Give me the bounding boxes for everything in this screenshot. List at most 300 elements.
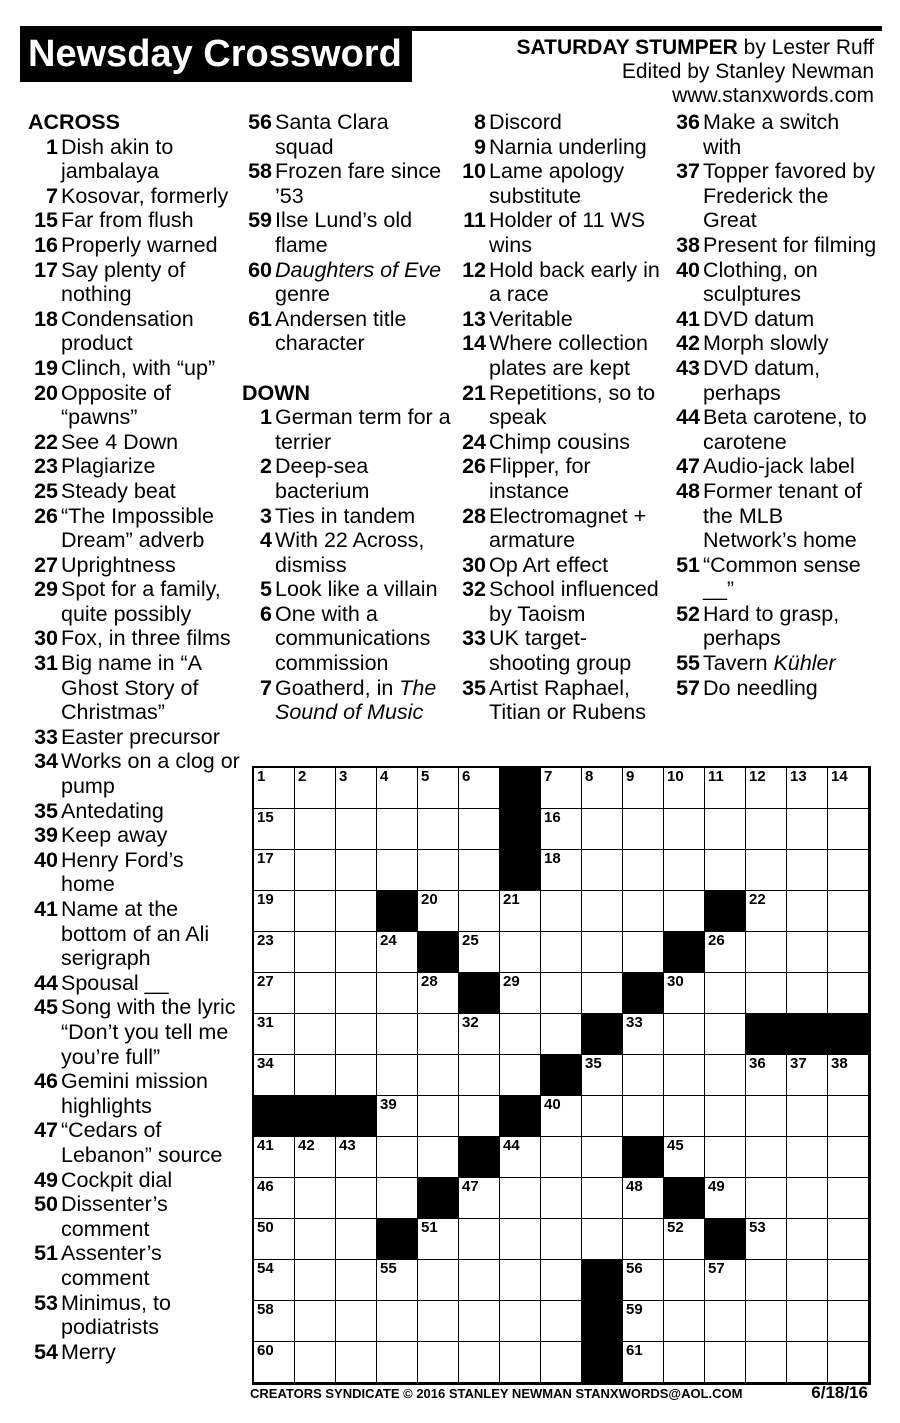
grid-cell[interactable] [418,1137,459,1178]
grid-cell[interactable] [377,1096,418,1137]
grid-cell[interactable] [254,850,295,891]
grid-cell[interactable] [746,1096,787,1137]
grid-cell[interactable] [705,768,746,809]
grid-cell[interactable] [500,891,541,932]
grid-cell[interactable] [705,1137,746,1178]
grid-cell[interactable] [623,932,664,973]
clue-text [486,135,668,160]
clue-item [28,1192,243,1241]
cell-number: 12 [749,768,766,785]
grid-cell[interactable] [254,809,295,850]
grid-cell[interactable] [828,1342,869,1383]
grid-cell[interactable] [500,973,541,1014]
grid-cell[interactable] [828,809,869,850]
grid-cell[interactable] [746,850,787,891]
clue-item [670,233,880,258]
grid-cell[interactable] [459,932,500,973]
grid-cell[interactable] [377,1301,418,1342]
clue-item [28,504,243,553]
clue-text-plain: Big name in “A Ghost Story of Christmas” [61,651,201,725]
clue-number: 47 [34,1118,58,1143]
grid-cell[interactable] [664,809,705,850]
grid-cell[interactable] [418,850,459,891]
grid-cell[interactable] [254,1260,295,1301]
grid-cell[interactable] [541,768,582,809]
grid-cell[interactable] [705,1096,746,1137]
grid-cell[interactable] [582,973,623,1014]
grid-cell[interactable] [787,1096,828,1137]
clue-number: 54 [34,1339,58,1364]
grid-cell[interactable] [377,1342,418,1383]
grid-cell[interactable] [500,1137,541,1178]
grid-cell[interactable] [623,1178,664,1219]
clue-text-plain: Fox, in three films [61,626,231,651]
clue-text-plain: Plagiarize [61,454,156,479]
grid-cell[interactable] [254,1342,295,1383]
grid-cell[interactable] [664,1014,705,1055]
clue-text [58,749,243,798]
grid-cell[interactable] [541,1301,582,1342]
grid-cell[interactable] [418,1055,459,1096]
grid-cell[interactable] [746,891,787,932]
grid-cell[interactable] [418,809,459,850]
grid-cell[interactable] [746,932,787,973]
cell-number: 57 [708,1260,725,1277]
grid-cell[interactable] [705,1260,746,1301]
grid-cell[interactable] [459,1219,500,1260]
clue-item [242,676,452,725]
clue-item [670,553,880,602]
clue-text [272,504,452,529]
clue-number: 56 [248,110,272,134]
grid-cell[interactable] [623,768,664,809]
grid-cell[interactable] [500,1055,541,1096]
grid-cell[interactable] [787,768,828,809]
grid-cell[interactable] [664,1342,705,1383]
grid-cell[interactable] [377,768,418,809]
grid-cell[interactable] [336,1260,377,1301]
grid-cell[interactable] [746,1342,787,1383]
cell-number: 5 [421,768,430,785]
grid-cell[interactable] [295,1342,336,1383]
clue-item [28,1118,243,1167]
clue-text [486,454,668,503]
grid-cell[interactable] [623,1301,664,1342]
black-square [746,1014,787,1055]
grid-cell[interactable] [541,1219,582,1260]
clue-number: 48 [676,478,700,503]
clue-item [28,184,243,209]
grid-cell[interactable] [295,1260,336,1301]
grid-cell[interactable] [295,768,336,809]
grid-cell[interactable] [336,973,377,1014]
clue-column-3 [456,110,668,725]
grid-cell[interactable] [828,1301,869,1342]
clue-item [456,504,668,553]
clue-number: 60 [248,257,272,282]
clue-text-plain: One with a communications commission [275,601,431,676]
grid-cell[interactable] [254,891,295,932]
grid-cell[interactable] [418,1301,459,1342]
cell-number: 16 [544,809,561,826]
clue-text-plain: Easter precursor [61,724,220,749]
grid-cell[interactable] [787,1260,828,1301]
grid-cell[interactable] [746,768,787,809]
clue-text-plain: DVD datum, perhaps [703,355,821,405]
grid-cell[interactable] [295,891,336,932]
grid-cell[interactable] [254,1219,295,1260]
clue-number: 18 [34,306,58,331]
grid-cell[interactable] [336,809,377,850]
clue-text [58,454,243,479]
grid-cell[interactable] [582,768,623,809]
clue-text [486,208,668,257]
grid-cell[interactable] [336,1219,377,1260]
grid-cell[interactable] [746,1260,787,1301]
clue-text-plain: Narnia underling [489,134,647,159]
grid-cell[interactable] [746,1219,787,1260]
grid-cell[interactable] [459,809,500,850]
clue-number: 50 [34,1192,58,1217]
cell-number: 59 [626,1301,643,1318]
clue-item [670,258,880,307]
grid-cell[interactable] [828,891,869,932]
grid-cell[interactable] [787,1219,828,1260]
grid-cell[interactable] [295,850,336,891]
clue-text [486,331,668,380]
grid-cell[interactable] [664,1096,705,1137]
grid-cell[interactable] [705,1342,746,1383]
grid-cell[interactable] [295,1137,336,1178]
clue-item [28,553,243,578]
grid-cell[interactable] [787,809,828,850]
grid-cell[interactable] [254,932,295,973]
grid-cell[interactable] [459,1342,500,1383]
grid-cell[interactable] [254,1055,295,1096]
clue-number: 46 [34,1069,58,1094]
clue-text [486,307,668,332]
clue-text [58,1118,243,1167]
clue-text [58,553,243,578]
grid-cell[interactable] [377,973,418,1014]
clue-text-plain: Hard to grasp, perhaps [703,601,840,651]
grid-cell[interactable] [787,932,828,973]
grid-cell[interactable] [746,1178,787,1219]
cell-number: 13 [790,768,807,785]
grid-cell[interactable] [828,1137,869,1178]
grid-cell[interactable] [787,850,828,891]
grid-cell[interactable] [500,1301,541,1342]
grid-cell[interactable] [582,1137,623,1178]
grid-cell[interactable] [787,1137,828,1178]
clue-text [272,110,452,159]
clue-text-plain: Condensation product [61,306,194,356]
grid-cell[interactable] [582,1178,623,1219]
grid-cell[interactable] [705,1178,746,1219]
grid-cell[interactable] [746,1301,787,1342]
grid-cell[interactable] [336,891,377,932]
cell-number: 1 [257,768,266,785]
black-square [418,1178,459,1219]
grid-cell[interactable] [541,850,582,891]
grid-cell[interactable] [377,1055,418,1096]
grid-cell[interactable] [828,973,869,1014]
grid-cell[interactable] [582,809,623,850]
grid-cell[interactable] [541,1178,582,1219]
black-square [705,1219,746,1260]
grid-cell[interactable] [664,1055,705,1096]
grid-cell[interactable] [828,1219,869,1260]
grid-cell[interactable] [500,1260,541,1301]
grid-cell[interactable] [541,809,582,850]
clue-item [456,159,668,208]
black-square [582,1014,623,1055]
clue-number: 10 [462,159,486,184]
clue-item [242,454,452,503]
grid-cell[interactable] [418,768,459,809]
grid-cell[interactable] [336,1055,377,1096]
clue-number: 21 [462,380,486,405]
grid-cell[interactable] [459,1301,500,1342]
grid-cell[interactable] [664,1219,705,1260]
cell-number: 36 [749,1055,766,1072]
grid-cell[interactable] [295,1301,336,1342]
grid-cell[interactable] [787,1301,828,1342]
cell-number: 33 [626,1014,643,1031]
grid-cell[interactable] [377,1137,418,1178]
grid-cell[interactable] [377,809,418,850]
author-label: by Lester Ruff [737,36,874,59]
grid-cell[interactable] [705,973,746,1014]
clue-text [700,454,880,479]
grid-cell[interactable] [459,891,500,932]
grid-cell[interactable] [254,1301,295,1342]
grid-cell[interactable] [459,850,500,891]
grid-cell[interactable] [418,1342,459,1383]
clue-text-plain: Clinch, with “up” [61,355,216,380]
page-title: Newsday Crossword [20,26,412,82]
grid-cell[interactable] [828,1260,869,1301]
grid-cell[interactable] [459,1096,500,1137]
clue-item [456,135,668,160]
clue-text [58,381,243,430]
grid-cell[interactable] [582,1096,623,1137]
grid-cell[interactable] [377,1014,418,1055]
grid-cell[interactable] [295,1219,336,1260]
grid-cell[interactable] [787,891,828,932]
clue-text-plain: Former tenant of the MLB Network’s home [703,478,862,553]
grid-cell[interactable] [418,1260,459,1301]
grid-cell[interactable] [336,932,377,973]
grid-cell[interactable] [582,891,623,932]
grid-cell[interactable] [623,1014,664,1055]
cell-number: 58 [257,1301,274,1318]
grid-cell[interactable] [746,973,787,1014]
grid-cell[interactable] [500,1178,541,1219]
black-square [254,1096,295,1137]
grid-cell[interactable] [746,1055,787,1096]
grid-cell[interactable] [828,1055,869,1096]
clue-text-plain: Tavern [703,651,774,676]
clue-item [456,110,668,135]
grid-cell[interactable] [828,932,869,973]
clue-text [486,626,668,675]
grid-cell[interactable] [705,1055,746,1096]
grid-cell[interactable] [336,1342,377,1383]
clue-number: 20 [34,380,58,405]
clue-text-plain: Henry Ford’s home [61,847,184,897]
grid-cell[interactable] [459,768,500,809]
grid-cell[interactable] [828,768,869,809]
clue-item [242,307,452,356]
grid-cell[interactable] [664,768,705,809]
grid-cell[interactable] [787,973,828,1014]
grid-cell[interactable] [541,932,582,973]
grid-cell[interactable] [664,1301,705,1342]
grid-cell[interactable] [336,1178,377,1219]
grid-cell[interactable] [295,1055,336,1096]
clue-text [58,995,243,1069]
grid-cell[interactable] [746,809,787,850]
grid-cell[interactable] [295,1014,336,1055]
clue-text [700,676,880,701]
grid-cell[interactable] [418,891,459,932]
grid-cell[interactable] [254,768,295,809]
grid-cell[interactable] [377,932,418,973]
grid-cell[interactable] [623,1342,664,1383]
grid-cell[interactable] [459,1260,500,1301]
clue-item [28,258,243,307]
clue-number: 8 [474,110,486,134]
grid-cell[interactable] [623,850,664,891]
grid-cell[interactable] [582,932,623,973]
cell-number: 18 [544,850,561,867]
clue-item [670,159,880,233]
grid-cell[interactable] [541,1096,582,1137]
grid-cell[interactable] [664,1260,705,1301]
clue-text [700,258,880,307]
grid-cell[interactable] [336,1014,377,1055]
grid-cell[interactable] [459,1055,500,1096]
clue-text-plain: Steady beat [61,478,176,503]
grid-cell[interactable] [377,1260,418,1301]
grid-cell[interactable] [623,809,664,850]
clue-item [670,307,880,332]
grid-cell[interactable] [336,1137,377,1178]
clue-number: 9 [474,134,486,159]
grid-cell[interactable] [418,973,459,1014]
grid-cell[interactable] [623,1219,664,1260]
grid-cell[interactable] [254,1178,295,1219]
grid-cell[interactable] [336,1301,377,1342]
grid-cell[interactable] [828,850,869,891]
grid-cell[interactable] [377,1178,418,1219]
clue-text-plain: Morph slowly [703,331,829,356]
clue-text [58,135,243,184]
grid-cell[interactable] [254,1137,295,1178]
grid-cell[interactable] [541,973,582,1014]
grid-cell[interactable] [664,973,705,1014]
grid-cell[interactable] [582,1055,623,1096]
grid-cell[interactable] [500,1219,541,1260]
clue-number: 5 [260,577,272,602]
cell-number: 39 [380,1096,397,1113]
grid-cell[interactable] [418,1014,459,1055]
grid-cell[interactable] [746,1137,787,1178]
grid-cell[interactable] [500,1342,541,1383]
grid-cell[interactable] [664,1137,705,1178]
clue-text-plain: Ties in tandem [275,503,416,528]
grid-cell[interactable] [295,932,336,973]
clue-text-plain: Chimp cousins [489,429,630,454]
clue-text-plain: Andersen title character [275,306,407,356]
grid-cell[interactable] [500,932,541,973]
grid-cell[interactable] [623,1096,664,1137]
grid-cell[interactable] [459,1014,500,1055]
cell-number: 29 [503,973,520,990]
grid-cell[interactable] [459,1178,500,1219]
grid-cell[interactable] [705,932,746,973]
grid-cell[interactable] [295,973,336,1014]
grid-cell[interactable] [787,1178,828,1219]
grid-cell[interactable] [377,850,418,891]
grid-cell[interactable] [541,891,582,932]
grid-cell[interactable] [500,1014,541,1055]
grid-cell[interactable] [582,1219,623,1260]
clue-number: 51 [34,1241,58,1266]
grid-cell[interactable] [541,1260,582,1301]
clue-text [486,159,668,208]
grid-cell[interactable] [254,973,295,1014]
grid-cell[interactable] [705,809,746,850]
grid-cell[interactable] [705,1014,746,1055]
grid-cell[interactable] [336,850,377,891]
clue-item [670,602,880,651]
grid-cell[interactable] [623,1055,664,1096]
clue-text-plain: genre [275,282,330,307]
grid-cell[interactable] [541,1014,582,1055]
clue-text-plain: Artist Raphael, Titian or Rubens [489,675,646,725]
grid-cell[interactable] [541,1137,582,1178]
clue-text [58,233,243,258]
grid-cell[interactable] [582,850,623,891]
cell-number: 11 [708,768,724,785]
grid-cell[interactable] [664,891,705,932]
grid-cell[interactable] [418,1096,459,1137]
clue-text [486,430,668,455]
grid-cell[interactable] [828,1178,869,1219]
clue-number: 31 [34,651,58,676]
grid-cell[interactable] [254,1014,295,1055]
grid-cell[interactable] [705,1301,746,1342]
grid-cell[interactable] [541,1342,582,1383]
grid-cell[interactable] [664,850,705,891]
grid-cell[interactable] [295,1178,336,1219]
clue-number: 19 [34,355,58,380]
grid-cell[interactable] [705,850,746,891]
grid-cell[interactable] [336,768,377,809]
cell-number: 15 [257,809,274,826]
grid-cell[interactable] [787,1342,828,1383]
grid-cell[interactable] [623,1260,664,1301]
grid-cell[interactable] [418,1219,459,1260]
grid-cell[interactable] [295,809,336,850]
grid-cell[interactable] [623,891,664,932]
cell-number: 26 [708,932,725,949]
grid-cell[interactable] [828,1096,869,1137]
cell-number: 35 [585,1055,602,1072]
grid-cell[interactable] [787,1055,828,1096]
